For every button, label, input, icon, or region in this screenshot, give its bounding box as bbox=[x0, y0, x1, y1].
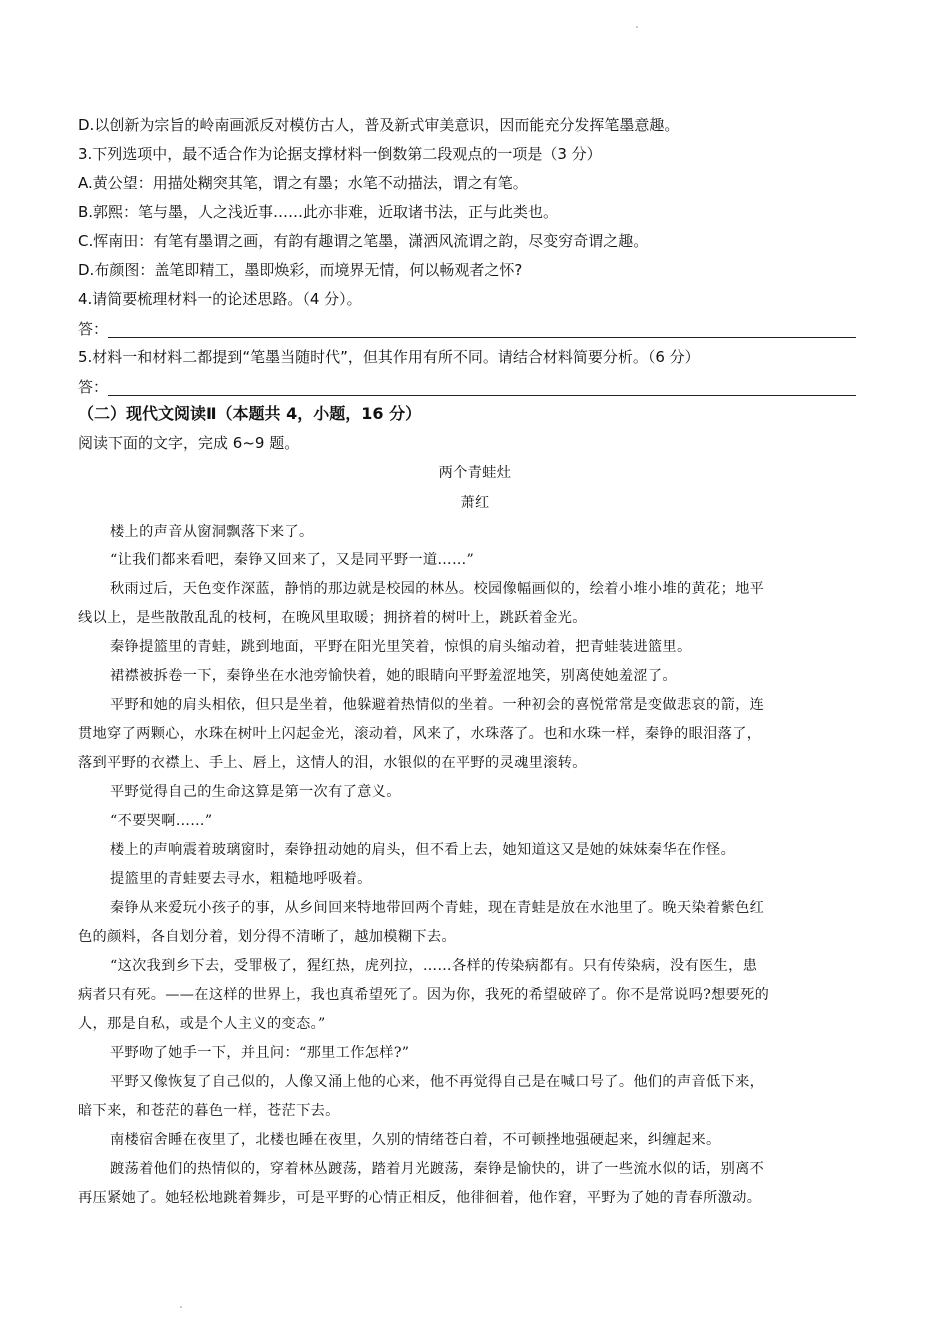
q5-stem: 5.材料一和材料二都提到“笔墨当随时代”，但其作用有所不同。请结合材料简要分析。（6 分） bbox=[78, 348, 700, 366]
story-author: 萧红 bbox=[460, 495, 490, 511]
passage-line: 楼上的声音从窗洞飘落下来了。 bbox=[110, 524, 314, 540]
q3-option-c: C.恽南田：有笔有墨谓之画，有韵有趣谓之笔墨，潇洒风流谓之韵，尽变穷奇谓之趣。 bbox=[78, 232, 649, 250]
passage-line: “不要哭啊……” bbox=[110, 813, 213, 829]
passage-line: 平野吻了她手一下，并且问：“那里工作怎样?” bbox=[110, 1045, 410, 1061]
scan-speck bbox=[636, 26, 638, 28]
passage-line: 贯地穿了两颗心，水珠在树叶上闪起金光，滚动着，风来了，水珠落了。也和水珠一样，秦铮的眼泪落了， bbox=[78, 726, 762, 742]
story-title: 两个青蛙灶 bbox=[438, 465, 512, 481]
q3-stem: 3.下列选项中，最不适合作为论据支撑材料一倒数第二段观点的一项是（3 分） bbox=[78, 145, 602, 163]
passage-line: 平野和她的肩头相依，但只是坐着，他躲避着热情似的坐着。一种初会的喜悦常常是变做悲哀的箭，连 bbox=[110, 697, 765, 713]
passage-line: 落到平野的衣襟上、手上、唇上，这情人的泪，水银似的在平野的灵魂里滚转。 bbox=[78, 755, 587, 771]
q2-option-d: D.以创新为宗旨的岭南画派反对模仿古人，普及新式审美意识，因而能充分发挥笔墨意趣。 bbox=[78, 116, 680, 134]
q3-option-b: B.郭熙：笔与墨，人之浅近事……此亦非难，近取诸书法，正与此类也。 bbox=[78, 203, 559, 221]
passage-line: 再压紧她了。她轻松地跳着舞步，可是平野的心情正相反，他徘徊着，他作窘，平野为了她的青春所激动。 bbox=[78, 1190, 762, 1206]
passage-line: 南楼宿舍睡在夜里了，北楼也睡在夜里，久别的情绪苍白着，不可顿挫地强硬起来，纠缠起来。 bbox=[110, 1132, 721, 1148]
section-instruction: 阅读下面的文字，完成 6~9 题。 bbox=[78, 434, 300, 452]
q3-option-d: D.布颜图：盖笔即精工，墨即焕彩，而境界无情，何以畅观者之怀? bbox=[78, 261, 523, 279]
passage-line: 平野觉得自己的生命这算是第一次有了意义。 bbox=[110, 784, 401, 800]
passage-line: “让我们都来看吧，秦铮又回来了，又是同平野一道……” bbox=[110, 552, 475, 568]
passage-line: 踱荡着他们的热情似的，穿着林丛踱荡，踏着月光踱荡，秦铮是愉快的，讲了一些流水似的话，别离不 bbox=[110, 1161, 765, 1177]
q3-option-a: A.黄公望：用描处糊突其笔，谓之有墨；水笔不动描法，谓之有笔。 bbox=[78, 174, 528, 192]
q4-answer-line[interactable] bbox=[108, 337, 856, 338]
passage-line: 秦铮从来爱玩小孩子的事，从乡间回来特地带回两个青蛙，现在青蛙是放在水池里了。晚天染着紫色红 bbox=[110, 900, 765, 916]
q5-answer-line[interactable] bbox=[108, 395, 856, 396]
passage-line: 楼上的声响震着玻璃窗时，秦铮扭动她的肩头，但不看上去，她知道这又是她的妹妹秦华在作怪。 bbox=[110, 842, 736, 858]
passage-line: 秦铮提篮里的青蛙，跳到地面，平野在阳光里笑着，惊惧的肩头缩动着，把青蛙装进篮里。 bbox=[110, 639, 692, 655]
passage-line: 病者只有死。——在这样的世界上，我也真希望死了。因为你，我死的希望破碎了。你不是常说吗?想要死的 bbox=[78, 987, 770, 1003]
q4-answer-label: 答： bbox=[78, 320, 109, 338]
passage-line: 色的颜料，各自划分着，划分得不清晰了，越加模糊下去。 bbox=[78, 929, 456, 945]
passage-line: 平野又像恢复了自己似的，人像又涌上他的心来，他不再觉得自己是在喊口号了。他们的声音低下来， bbox=[110, 1074, 765, 1090]
section-heading: （二）现代文阅读Ⅱ（本题共 4，小题，16 分） bbox=[78, 404, 422, 423]
scan-speck bbox=[180, 1306, 182, 1308]
passage-line: 秋雨过后，天色变作深蓝，静悄的那边就是校园的林丛。校园像幅画似的，绘着小堆小堆的黄花；地平 bbox=[110, 581, 765, 597]
q5-answer-label: 答： bbox=[78, 378, 109, 396]
passage-line: 提篮里的青蛙要去寻水，粗糙地呼吸着。 bbox=[110, 871, 372, 887]
passage-line: 裙襟被拆卷一下，秦铮坐在水池旁愉快着，她的眼睛向平野羞涩地笑，别离使她羞涩了。 bbox=[110, 668, 677, 684]
passage-line: 暗下来，和苍茫的暮色一样，苍茫下去。 bbox=[78, 1103, 340, 1119]
q4-stem: 4.请简要梳理材料一的论述思路。（4 分）。 bbox=[78, 290, 362, 308]
passage-line: “这次我到乡下去，受罪极了，猩红热，虎列拉，……各样的传染病都有。只有传染病，没有医生，患 bbox=[110, 958, 758, 974]
passage-line: 线以上，是些散散乱乱的枝柯，在晚风里取暖；拥挤着的树叶上，跳跃着金光。 bbox=[78, 610, 587, 626]
passage-line: 人，那是自私，或是个人主义的变态。” bbox=[78, 1016, 326, 1032]
